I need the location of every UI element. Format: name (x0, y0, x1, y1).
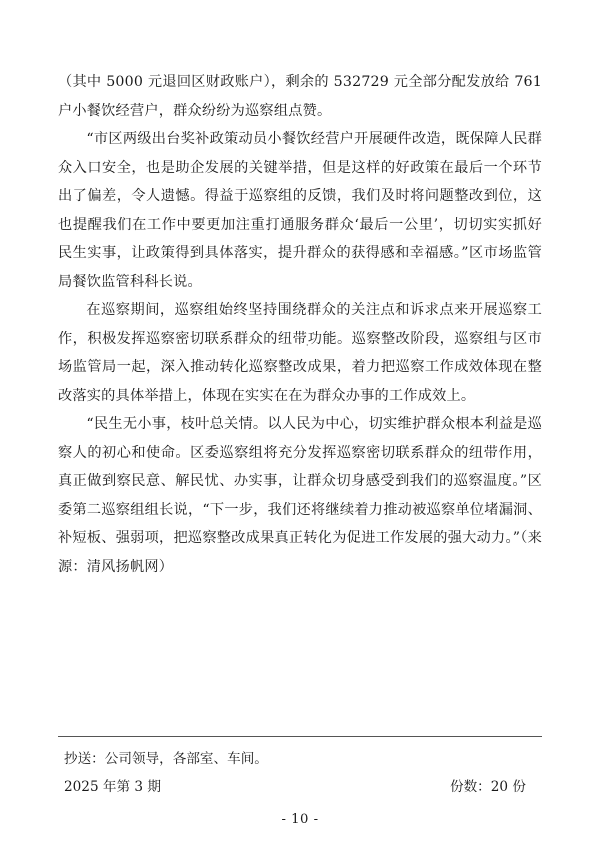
copies-label: 份数：20 份 (450, 779, 526, 795)
paragraph-2: “市区两级出台奖补政策动员小餐饮经营户开展硬件改造，既保障人民群众入口安全，也是助企发展的关键举措，但是这样的好政策在最后一个环节出了偏差，令人遗憾。得益于巡察组的反馈，我们及时将问题整改到位，这也提醒我们在工作中要更加注重打通服务群众‘最后一公里’，切切实实抓好民生实事，让政策得到具体落实，提升群众的获得感和幸福感。”区市场监管局餐饮监管科科长说。 (58, 131, 542, 290)
paragraph-1: （其中 5000 元退回区财政账户），剩余的 532729 元全部分配发放给 761 户小餐饮经营户，群众纷纷为巡察组点赞。 (58, 74, 542, 119)
cc-line: 抄送：公司领导，各部室、车间。 (64, 751, 268, 767)
issue-row (58, 772, 542, 800)
page-footer (58, 736, 542, 849)
issue-label: 2025 年第 3 期 (64, 779, 161, 795)
paragraph-4: “民生无小事，枝叶总关情。以人民为中心，切实维护群众根本利益是巡察人的初心和使命。区委巡察组将充分发挥巡察密切联系群众的纽带作用，真正做到察民意、解民忧、办实事，让群众切身感受到我们的巡察温度。”区委第二巡察组组长说，“下一步，我们还将继续着力推动被巡察单位堵漏洞、补短板、强弱项，把巡察整改成果真正转化为促进工作发展的强大动力。”（来源：清风扬帆网） (58, 416, 542, 575)
document-body (58, 68, 542, 581)
paragraph-3: 在巡察期间，巡察组始终坚持围绕群众的关注点和诉求点来开展巡察工作，积极发挥巡察密切联系群众的纽带ִ功能。巡察整改阶段，巡察组与区市场监管局一起，深入推动转化巡察整改成果，着力把巡察工作成效体现在整改落实的具体举措上，体现在实实在在为群众办事的工作成效上。 (58, 302, 542, 404)
page-number: - 10 - (281, 812, 319, 827)
footer-divider (58, 736, 542, 737)
